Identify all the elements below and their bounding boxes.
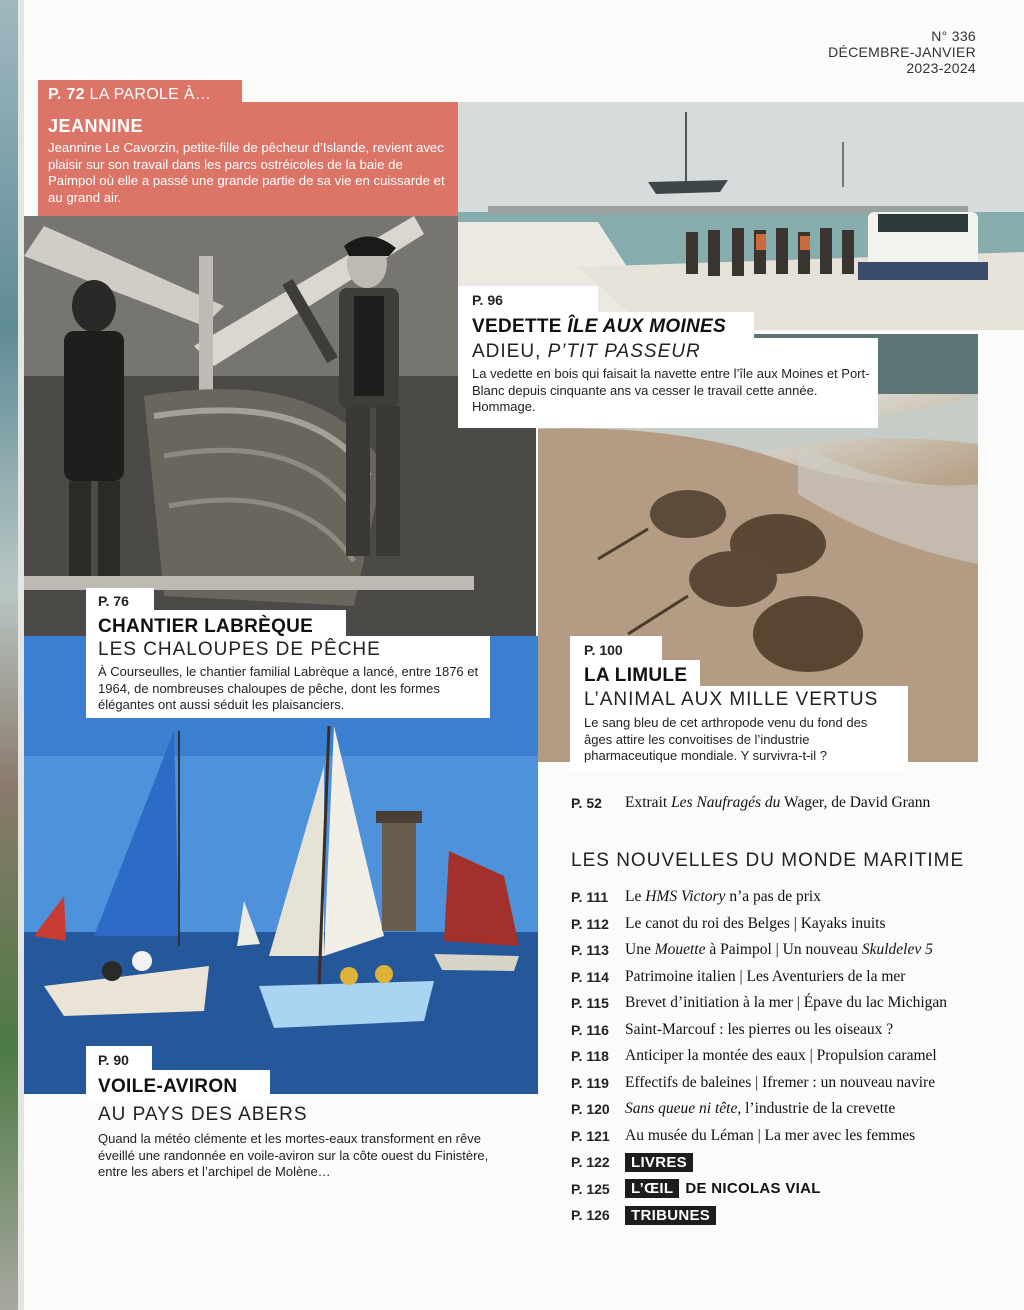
toc-text: Saint-Marcouf : les pierres ou les oiseaux ? bbox=[625, 1020, 894, 1038]
toc-italic: Mouette bbox=[654, 941, 706, 959]
toc-page: P. 121 bbox=[571, 1127, 610, 1144]
toc-page: P. 122 bbox=[571, 1154, 610, 1171]
toc-italic: HMS Victory bbox=[645, 888, 726, 906]
vedette-subtitle bbox=[472, 341, 701, 363]
toc-item[interactable] bbox=[571, 1017, 991, 1044]
limule-page: P. 100 bbox=[584, 642, 623, 658]
toc-text: Le bbox=[625, 888, 646, 906]
toc-item[interactable] bbox=[571, 1070, 991, 1097]
toc-title bbox=[625, 994, 947, 1012]
chantier-title: CHANTIER LABRÈQUE bbox=[98, 616, 314, 637]
toc-text: Le canot du roi des Belges | Kayaks inuits bbox=[625, 914, 886, 932]
extrait-italic: Les Naufragés du bbox=[671, 794, 781, 811]
toc-italic: Skuldelev 5 bbox=[861, 941, 933, 959]
section-label: TRIBUNES bbox=[625, 1206, 716, 1225]
toc-text: Anticiper la montée des eaux | Propulsion caramel bbox=[625, 1047, 937, 1065]
toc-title bbox=[625, 968, 905, 986]
toc-section-livres[interactable] bbox=[571, 1149, 991, 1176]
toc-page: P. 116 bbox=[571, 1021, 609, 1038]
toc-text: n’a pas de prix bbox=[725, 888, 821, 906]
toc-title bbox=[625, 915, 886, 933]
parole-text: Jeannine Le Cavorzin, petite-fille de pêcheur d’Islande, revient avec plaisir sur son travail dans les parcs ostréicoles de la baie de Paimpol où elle a passé une grande partie de sa vie en cuissarde et au grand air. bbox=[48, 140, 445, 205]
toc-text: Au musée du Léman | La mer avec les femmes bbox=[625, 1126, 916, 1144]
chantier-page: P. 76 bbox=[98, 593, 129, 609]
issue-period: DÉCEMBRE-JANVIER bbox=[828, 44, 976, 60]
extrait-pre: Extrait bbox=[625, 794, 672, 811]
vedette-sub-plain: ADIEU, bbox=[472, 341, 548, 362]
toc-text: Brevet d’initiation à la mer | Épave du lac Michigan bbox=[625, 994, 948, 1012]
extrait-entry[interactable] bbox=[571, 792, 991, 814]
toc-list bbox=[571, 884, 991, 1229]
toc-item[interactable] bbox=[571, 911, 991, 938]
vedette-text: La vedette en bois qui faisait la navette entre l’île aux Moines et Port-Blanc depuis cinquante ans va cesser le travail cette année. Hommage. bbox=[472, 366, 870, 414]
toc-title bbox=[625, 1074, 935, 1092]
toc-page: P. 119 bbox=[571, 1074, 609, 1091]
toc-text: à Paimpol | Un nouveau bbox=[705, 941, 862, 959]
issue-years: 2023-2024 bbox=[906, 60, 976, 76]
toc-page: P. 114 bbox=[571, 968, 609, 985]
vedette-sub-italic: P’TIT PASSEUR bbox=[547, 341, 701, 362]
toc-item[interactable] bbox=[571, 884, 991, 911]
toc-item[interactable] bbox=[571, 937, 991, 964]
toc-page: P. 125 bbox=[571, 1180, 610, 1197]
toc-page: P. 113 bbox=[571, 942, 609, 959]
extrait-post: , de David Grann bbox=[823, 794, 931, 811]
toc-title bbox=[625, 1021, 893, 1039]
vedette-page: P. 96 bbox=[472, 292, 503, 308]
vedette-title bbox=[472, 316, 726, 338]
limule-subtitle: L’ANIMAL AUX MILLE VERTUS bbox=[584, 689, 879, 710]
voile-page: P. 90 bbox=[98, 1052, 129, 1068]
voile-title: VOILE-AVIRON bbox=[98, 1076, 238, 1097]
binding-edge bbox=[0, 0, 18, 1310]
toc-item[interactable] bbox=[571, 964, 991, 991]
parole-title: JEANNINE bbox=[48, 116, 144, 136]
chantier-subtitle: LES CHALOUPES DE PÊCHE bbox=[98, 639, 381, 660]
issue-number: N° 336 bbox=[931, 28, 976, 44]
toc-item[interactable] bbox=[571, 1123, 991, 1150]
toc-item[interactable] bbox=[571, 990, 991, 1017]
toc-page: P. 120 bbox=[571, 1101, 610, 1118]
toc-text: Patrimoine italien | Les Aventuriers de la mer bbox=[625, 967, 906, 985]
toc-section-oeil[interactable] bbox=[571, 1176, 991, 1203]
extrait-mid: Wager bbox=[780, 794, 824, 811]
toc-title bbox=[625, 941, 933, 959]
toc-title bbox=[625, 1127, 915, 1145]
section-label: L’ŒIL bbox=[625, 1179, 679, 1198]
toc-italic: Sans queue ni tête bbox=[625, 1100, 738, 1118]
toc-title bbox=[625, 1100, 895, 1118]
toc-heading: LES NOUVELLES DU MONDE MARITIME bbox=[571, 850, 965, 871]
parole-kicker: LA PAROLE À… bbox=[89, 86, 212, 103]
extrait-page: P. 52 bbox=[571, 795, 602, 811]
toc-title bbox=[625, 1047, 937, 1065]
chantier-text: À Courseulles, le chantier familial Labrèque a lancé, entre 1876 et 1964, de nombreuses chaloupes de pêche, dont les formes élégantes ont aussi séduit les plaisanciers. bbox=[98, 664, 479, 712]
toc-item[interactable] bbox=[571, 1043, 991, 1070]
limule-title: LA LIMULE bbox=[584, 665, 688, 686]
voile-subtitle: AU PAYS DES ABERS bbox=[98, 1104, 308, 1125]
voile-text: Quand la météo clémente et les mortes-eaux transforment en rêve éveillé une randonnée en voile-aviron sur la côte ouest du Finistère, entre les abers et l’archipel de Molène… bbox=[98, 1131, 489, 1179]
extrait-text bbox=[625, 794, 930, 812]
issue-info bbox=[828, 28, 976, 76]
toc-section-tribunes[interactable] bbox=[571, 1202, 991, 1229]
toc-title bbox=[625, 888, 821, 906]
toc-text: , l’industrie de la crevette bbox=[737, 1100, 896, 1118]
toc-page: P. 118 bbox=[571, 1048, 609, 1065]
section-label: LIVRES bbox=[625, 1153, 693, 1172]
toc-page: P. 115 bbox=[571, 995, 609, 1012]
parole-page bbox=[48, 86, 211, 104]
vedette-title-plain: VEDETTE bbox=[472, 316, 568, 337]
vedette-title-italic: ÎLE AUX MOINES bbox=[567, 316, 726, 337]
section-after: DE NICOLAS VIAL bbox=[685, 1180, 821, 1198]
parole-page-number: P. 72 bbox=[48, 86, 85, 103]
toc-text: Effectifs de baleines | Ifremer : un nouveau navire bbox=[625, 1073, 936, 1091]
toc-page: P. 112 bbox=[571, 915, 609, 932]
toc-text: Une bbox=[625, 941, 655, 959]
toc-page: P. 126 bbox=[571, 1207, 610, 1224]
toc-page: P. 111 bbox=[571, 889, 609, 906]
toc-item[interactable] bbox=[571, 1096, 991, 1123]
limule-text: Le sang bleu de cet arthropode venu du fond des âges attire les convoitises de l’industrie pharmaceutique mondiale. Y survivra-t-il ? bbox=[584, 715, 868, 763]
